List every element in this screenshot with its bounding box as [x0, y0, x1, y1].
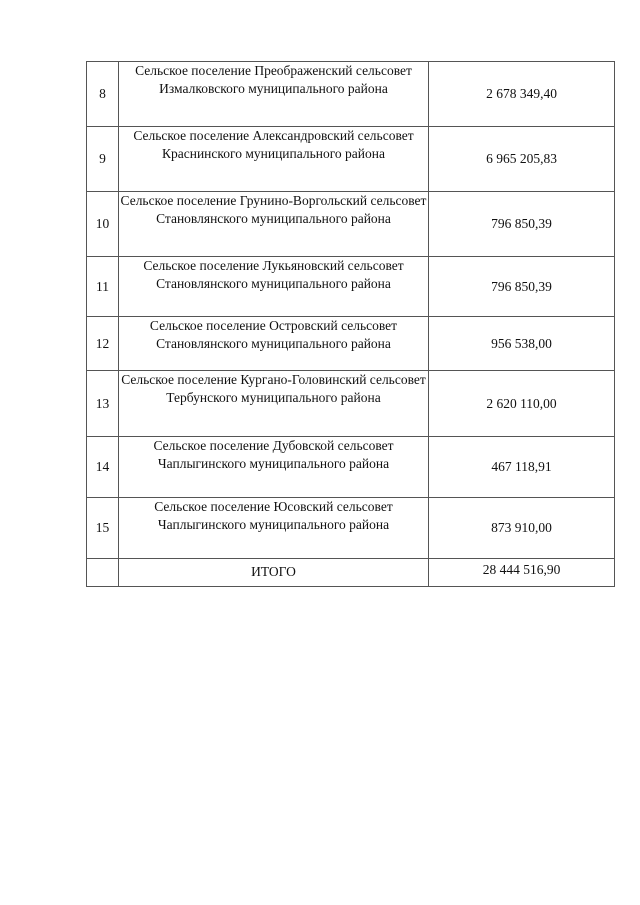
settlement-name: Сельское поселение Кургано-Головинский сельсовет Тербунского муниципального района	[119, 371, 429, 437]
amount-value: 6 965 205,83	[429, 127, 615, 192]
amount-value: 2 620 110,00	[429, 371, 615, 437]
table-row	[87, 127, 615, 192]
total-amount: 28 444 516,90	[429, 559, 615, 587]
amount-value: 796 850,39	[429, 257, 615, 317]
table-row	[87, 437, 615, 498]
amount-value: 467 118,91	[429, 437, 615, 498]
settlement-name: Сельское поселение Александровский сельсовет Краснинского муниципального района	[119, 127, 429, 192]
settlement-name: Сельское поселение Дубовской сельсовет Чаплыгинского муниципального района	[119, 437, 429, 498]
amount-value: 796 850,39	[429, 192, 615, 257]
settlement-name: Сельское поселение Островский сельсовет Становлянского муниципального района	[119, 317, 429, 371]
table-row	[87, 498, 615, 559]
row-number: 13	[87, 371, 119, 437]
amount-value: 2 678 349,40	[429, 62, 615, 127]
amount-value: 956 538,00	[429, 317, 615, 371]
table-row	[87, 62, 615, 127]
row-number: 8	[87, 62, 119, 127]
allocation-table	[86, 61, 615, 587]
settlement-name: Сельское поселение Лукьяновский сельсовет Становлянского муниципального района	[119, 257, 429, 317]
row-number: 15	[87, 498, 119, 559]
row-number: 9	[87, 127, 119, 192]
table-row	[87, 317, 615, 371]
total-number	[87, 559, 119, 587]
table-row	[87, 371, 615, 437]
row-number: 10	[87, 192, 119, 257]
table-row	[87, 257, 615, 317]
row-number: 12	[87, 317, 119, 371]
amount-value: 873 910,00	[429, 498, 615, 559]
settlement-name: Сельское поселение Грунино-Воргольский сельсовет Становлянского муниципального района	[119, 192, 429, 257]
total-row	[87, 559, 615, 587]
row-number: 14	[87, 437, 119, 498]
settlement-name: Сельское поселение Преображенский сельсовет Измалковского муниципального района	[119, 62, 429, 127]
table-row	[87, 192, 615, 257]
row-number: 11	[87, 257, 119, 317]
total-label: ИТОГО	[119, 559, 429, 587]
settlement-name: Сельское поселение Юсовский сельсовет Чаплыгинского муниципального района	[119, 498, 429, 559]
